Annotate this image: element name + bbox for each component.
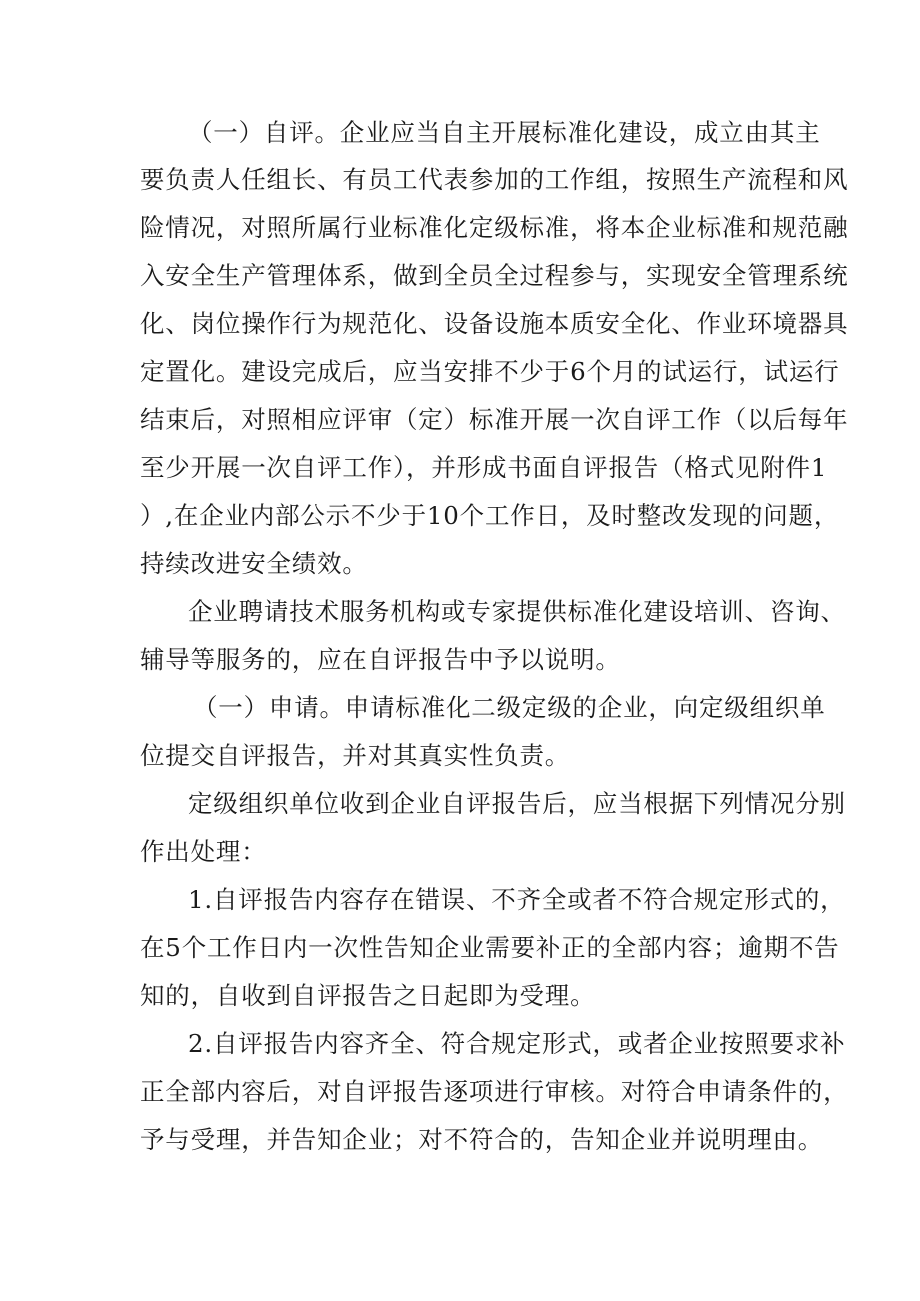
list-item-2-line-1: 2.自评报告内容齐全、符合规定形式，或者企业按照要求补 [188, 1029, 846, 1058]
paragraph-application-line-2: 位提交自评报告，并对其真实性负责。 [140, 741, 571, 770]
paragraph-self-evaluation-line-7: 结束后，对照相应评审（定）标准开展一次自评工作（以后每年 [140, 405, 849, 434]
paragraph-self-evaluation-line-3: 险情况，对照所属行业标准化定级标准，将本企业标准和规范融 [140, 213, 849, 242]
paragraph-self-evaluation-line-1: （一）自评。企业应当自主开展标准化建设，成立由其主 [188, 118, 821, 147]
paragraph-self-evaluation-line-2: 要负责人任组长、有员工代表参加的工作组，按照生产流程和风 [140, 165, 849, 194]
paragraph-self-evaluation-line-10: 持续改进安全绩效。 [140, 549, 368, 578]
list-item-1-line-3: 知的，自收到自评报告之日起即为受理。 [140, 981, 596, 1010]
paragraph-handling-line-2: 作出处理： [140, 837, 267, 866]
list-item-1-line-2: 在5个工作日内一次性告知企业需要补正的全部内容；逾期不告 [140, 933, 840, 962]
paragraph-self-evaluation-line-9: ）,在企业内部公示不少于10个工作日，及时整改发现的问题， [140, 501, 840, 530]
paragraph-consulting-line-1: 企业聘请技术服务机构或专家提供标准化建设培训、咨询、 [188, 597, 846, 626]
paragraph-handling-line-1: 定级组织单位收到企业自评报告后，应当根据下列情况分别 [188, 789, 846, 818]
paragraph-consulting-line-2: 辅导等服务的，应在自评报告中予以说明。 [140, 645, 621, 674]
paragraph-self-evaluation-line-6: 定置化。建设完成后，应当安排不少于6个月的试运行，试运行 [140, 357, 840, 386]
list-item-2-line-2: 正全部内容后，对自评报告逐项进行审核。对符合申请条件的， [140, 1077, 849, 1106]
list-item-2-line-3: 予与受理，并告知企业；对不符合的，告知企业并说明理由。 [140, 1125, 824, 1154]
paragraph-self-evaluation-line-5: 化、岗位操作行为规范化、设备设施本质安全化、作业环境器具 [140, 309, 849, 338]
list-item-1-line-1: 1.自评报告内容存在错误、不齐全或者不符合规定形式的， [188, 885, 846, 914]
paragraph-application-line-1: （一）申请。申请标准化二级定级的企业，向定级组织单 [193, 693, 826, 722]
paragraph-self-evaluation-line-4: 入安全生产管理体系，做到全员全过程参与，实现安全管理系统 [140, 261, 849, 290]
paragraph-self-evaluation-line-8: 至少开展一次自评工作），并形成书面自评报告（格式见附件1 [140, 453, 828, 482]
